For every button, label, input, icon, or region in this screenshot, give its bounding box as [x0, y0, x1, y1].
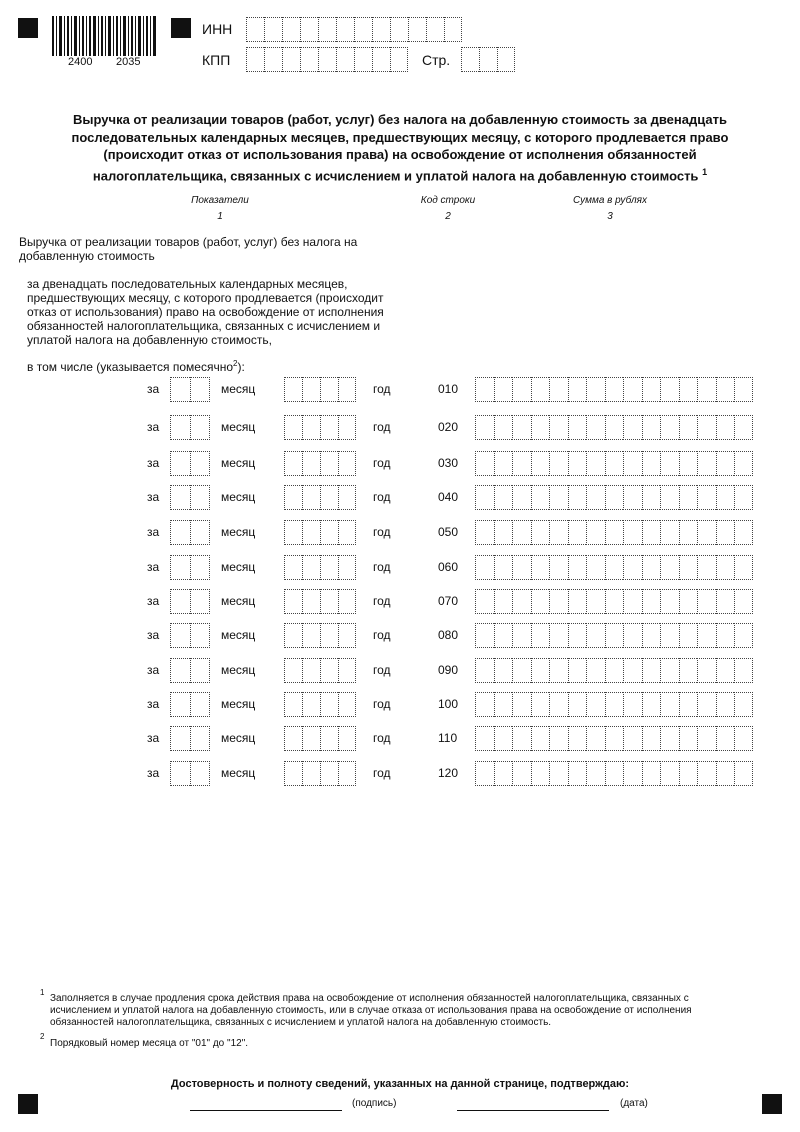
- signature-caption: (подпись): [352, 1098, 397, 1109]
- sum-field[interactable]: [475, 377, 753, 402]
- sum-field[interactable]: [475, 520, 753, 545]
- date-line[interactable]: [457, 1110, 609, 1111]
- row-label-month: месяц: [221, 525, 256, 539]
- barcode-code-right: 2035: [116, 56, 141, 68]
- row-code: 070: [438, 594, 459, 608]
- row-label-month: месяц: [221, 594, 256, 608]
- row-label-year: год: [373, 560, 391, 574]
- month-field[interactable]: [170, 692, 210, 717]
- row-label-year: год: [373, 420, 391, 434]
- column-indicators: Показатели: [191, 195, 249, 206]
- sum-field[interactable]: [475, 589, 753, 614]
- year-field[interactable]: [284, 485, 356, 510]
- registration-marker-bottom-left: [18, 1094, 38, 1114]
- year-field[interactable]: [284, 726, 356, 751]
- signature-line[interactable]: [190, 1110, 342, 1111]
- registration-marker-top-left: [18, 18, 38, 38]
- row-label-month: месяц: [221, 697, 256, 711]
- row-code: 120: [438, 766, 459, 780]
- month-field[interactable]: [170, 485, 210, 510]
- year-field[interactable]: [284, 692, 356, 717]
- row-label-year: год: [373, 382, 391, 396]
- column-indicators-number: 1: [217, 211, 223, 222]
- kpp-label: КПП: [202, 52, 231, 68]
- row-label-za: за: [147, 663, 160, 677]
- row-label-za: за: [147, 456, 160, 470]
- year-field[interactable]: [284, 761, 356, 786]
- footnote-2: Порядковый номер месяца от "01" до "12".: [50, 1038, 249, 1049]
- row-label-year: год: [373, 697, 391, 711]
- year-field[interactable]: [284, 658, 356, 683]
- row-code: 060: [438, 560, 459, 574]
- row-label-year: год: [373, 594, 391, 608]
- row-label-za: за: [147, 525, 160, 539]
- registration-marker-bottom-right: [762, 1094, 782, 1114]
- row-label-month: месяц: [221, 663, 256, 677]
- row-label-za: за: [147, 490, 160, 504]
- inn-label: ИНН: [202, 21, 233, 37]
- confirmation-statement: Достоверность и полноту сведений, указанных на данной странице, подтверждаю:: [170, 1078, 630, 1090]
- row-code: 010: [438, 382, 459, 396]
- row-label-za: за: [147, 766, 160, 780]
- year-field[interactable]: [284, 520, 356, 545]
- row-code: 110: [438, 731, 458, 745]
- date-caption: (дата): [620, 1098, 648, 1109]
- year-field[interactable]: [284, 589, 356, 614]
- kpp-field[interactable]: [246, 47, 408, 72]
- registration-marker-top-mid: [171, 18, 191, 38]
- row-label-month: месяц: [221, 420, 256, 434]
- row-code: 050: [438, 525, 459, 539]
- row-label-month: месяц: [221, 456, 256, 470]
- period-description: за двенадцать последовательных календарных месяцев, предшествующих месяцу, с которого продлевается (происходит отказ от использования) право на освобождение от исполнения обязанностей налогоплательщика, связанных с исчислением и уплатой налога на добавленную стоимость,: [27, 277, 384, 347]
- year-field[interactable]: [284, 377, 356, 402]
- row-label-za: за: [147, 594, 160, 608]
- row-label-za: за: [147, 382, 160, 396]
- row-code: 040: [438, 490, 459, 504]
- sum-field[interactable]: [475, 761, 753, 786]
- footnote-2-number: 2: [40, 1032, 45, 1041]
- month-field[interactable]: [170, 726, 210, 751]
- row-label-month: месяц: [221, 490, 256, 504]
- page-number-field[interactable]: [461, 47, 515, 72]
- sum-field[interactable]: [475, 415, 753, 440]
- row-label-za: за: [147, 731, 160, 745]
- row-label-month: месяц: [221, 731, 256, 745]
- year-field[interactable]: [284, 451, 356, 476]
- row-code: 090: [438, 663, 459, 677]
- row-code: 080: [438, 628, 459, 642]
- year-field[interactable]: [284, 555, 356, 580]
- month-field[interactable]: [170, 377, 210, 402]
- row-label-month: месяц: [221, 766, 256, 780]
- footnote-1-number: 1: [40, 988, 45, 997]
- month-field[interactable]: [170, 520, 210, 545]
- row-label-year: год: [373, 628, 391, 642]
- row-label-year: год: [373, 731, 391, 745]
- month-field[interactable]: [170, 555, 210, 580]
- barcode-code-left: 2400: [68, 56, 93, 68]
- month-field[interactable]: [170, 658, 210, 683]
- row-label-za: за: [147, 697, 160, 711]
- month-field[interactable]: [170, 761, 210, 786]
- sum-field[interactable]: [475, 623, 753, 648]
- year-field[interactable]: [284, 623, 356, 648]
- column-code-number: 2: [445, 211, 451, 222]
- row-code: 020: [438, 420, 459, 434]
- footnote-1: Заполняется в случае продления срока действия права на освобождение от исполнения обязанностей налогоплательщика, связанных с исчислением и уплатой налога на добавленную стоимость, или в случае отказа от использования права на освобождение от исполнения обязанностей налогоплательщика, связанных с исчислением и уплатой налога на добавленную стоимость.: [50, 993, 692, 1028]
- title-footnote-ref: 1: [702, 166, 708, 177]
- month-field[interactable]: [170, 451, 210, 476]
- row-label-za: за: [147, 420, 160, 434]
- barcode-icon: [52, 16, 157, 56]
- month-field[interactable]: [170, 415, 210, 440]
- month-field[interactable]: [170, 589, 210, 614]
- column-sum-number: 3: [607, 211, 613, 222]
- row-label-month: месяц: [221, 628, 256, 642]
- sum-field[interactable]: [475, 692, 753, 717]
- sum-field[interactable]: [475, 726, 753, 751]
- row-label-year: год: [373, 490, 391, 504]
- sum-field[interactable]: [475, 485, 753, 510]
- column-code: Код строки: [420, 195, 476, 206]
- sum-field[interactable]: [475, 451, 753, 476]
- row-label-month: месяц: [221, 560, 256, 574]
- monthly-note: в том числе (указывается помесячно$^2$):: [27, 359, 245, 374]
- row-label-year: год: [373, 766, 391, 780]
- row-label-month: месяц: [221, 382, 256, 396]
- month-field[interactable]: [170, 623, 210, 648]
- row-label-year: год: [373, 663, 391, 677]
- monthly-note-footnote-ref: 2: [233, 359, 238, 368]
- form-title: Выручка от реализации товаров (работ, услуг) без налога на добавленную стоимость за двенадцать последовательных календарных месяцев, предшествующих месяцу, с которого продлевается право (происходит отказ от использования права) на освобождение от исполнения обязанностей налогоплательщика, связанных с исчислением и уплатой налога на добавленную стоимость $^1$: [71, 112, 729, 183]
- inn-field[interactable]: [246, 17, 462, 42]
- row-code: 100: [438, 697, 459, 711]
- row-label-za: за: [147, 560, 160, 574]
- sum-field[interactable]: [475, 658, 753, 683]
- column-sum: Сумма в рублях: [573, 195, 647, 206]
- sum-field[interactable]: [475, 555, 753, 580]
- row-label-year: год: [373, 525, 391, 539]
- row-code: 030: [438, 456, 459, 470]
- row-label-za: за: [147, 628, 160, 642]
- page-label: Стр.: [422, 52, 451, 68]
- row-label-year: год: [373, 456, 391, 470]
- year-field[interactable]: [284, 415, 356, 440]
- revenue-description: Выручка от реализации товаров (работ, услуг) без налога на добавленную стоимость: [19, 235, 358, 263]
